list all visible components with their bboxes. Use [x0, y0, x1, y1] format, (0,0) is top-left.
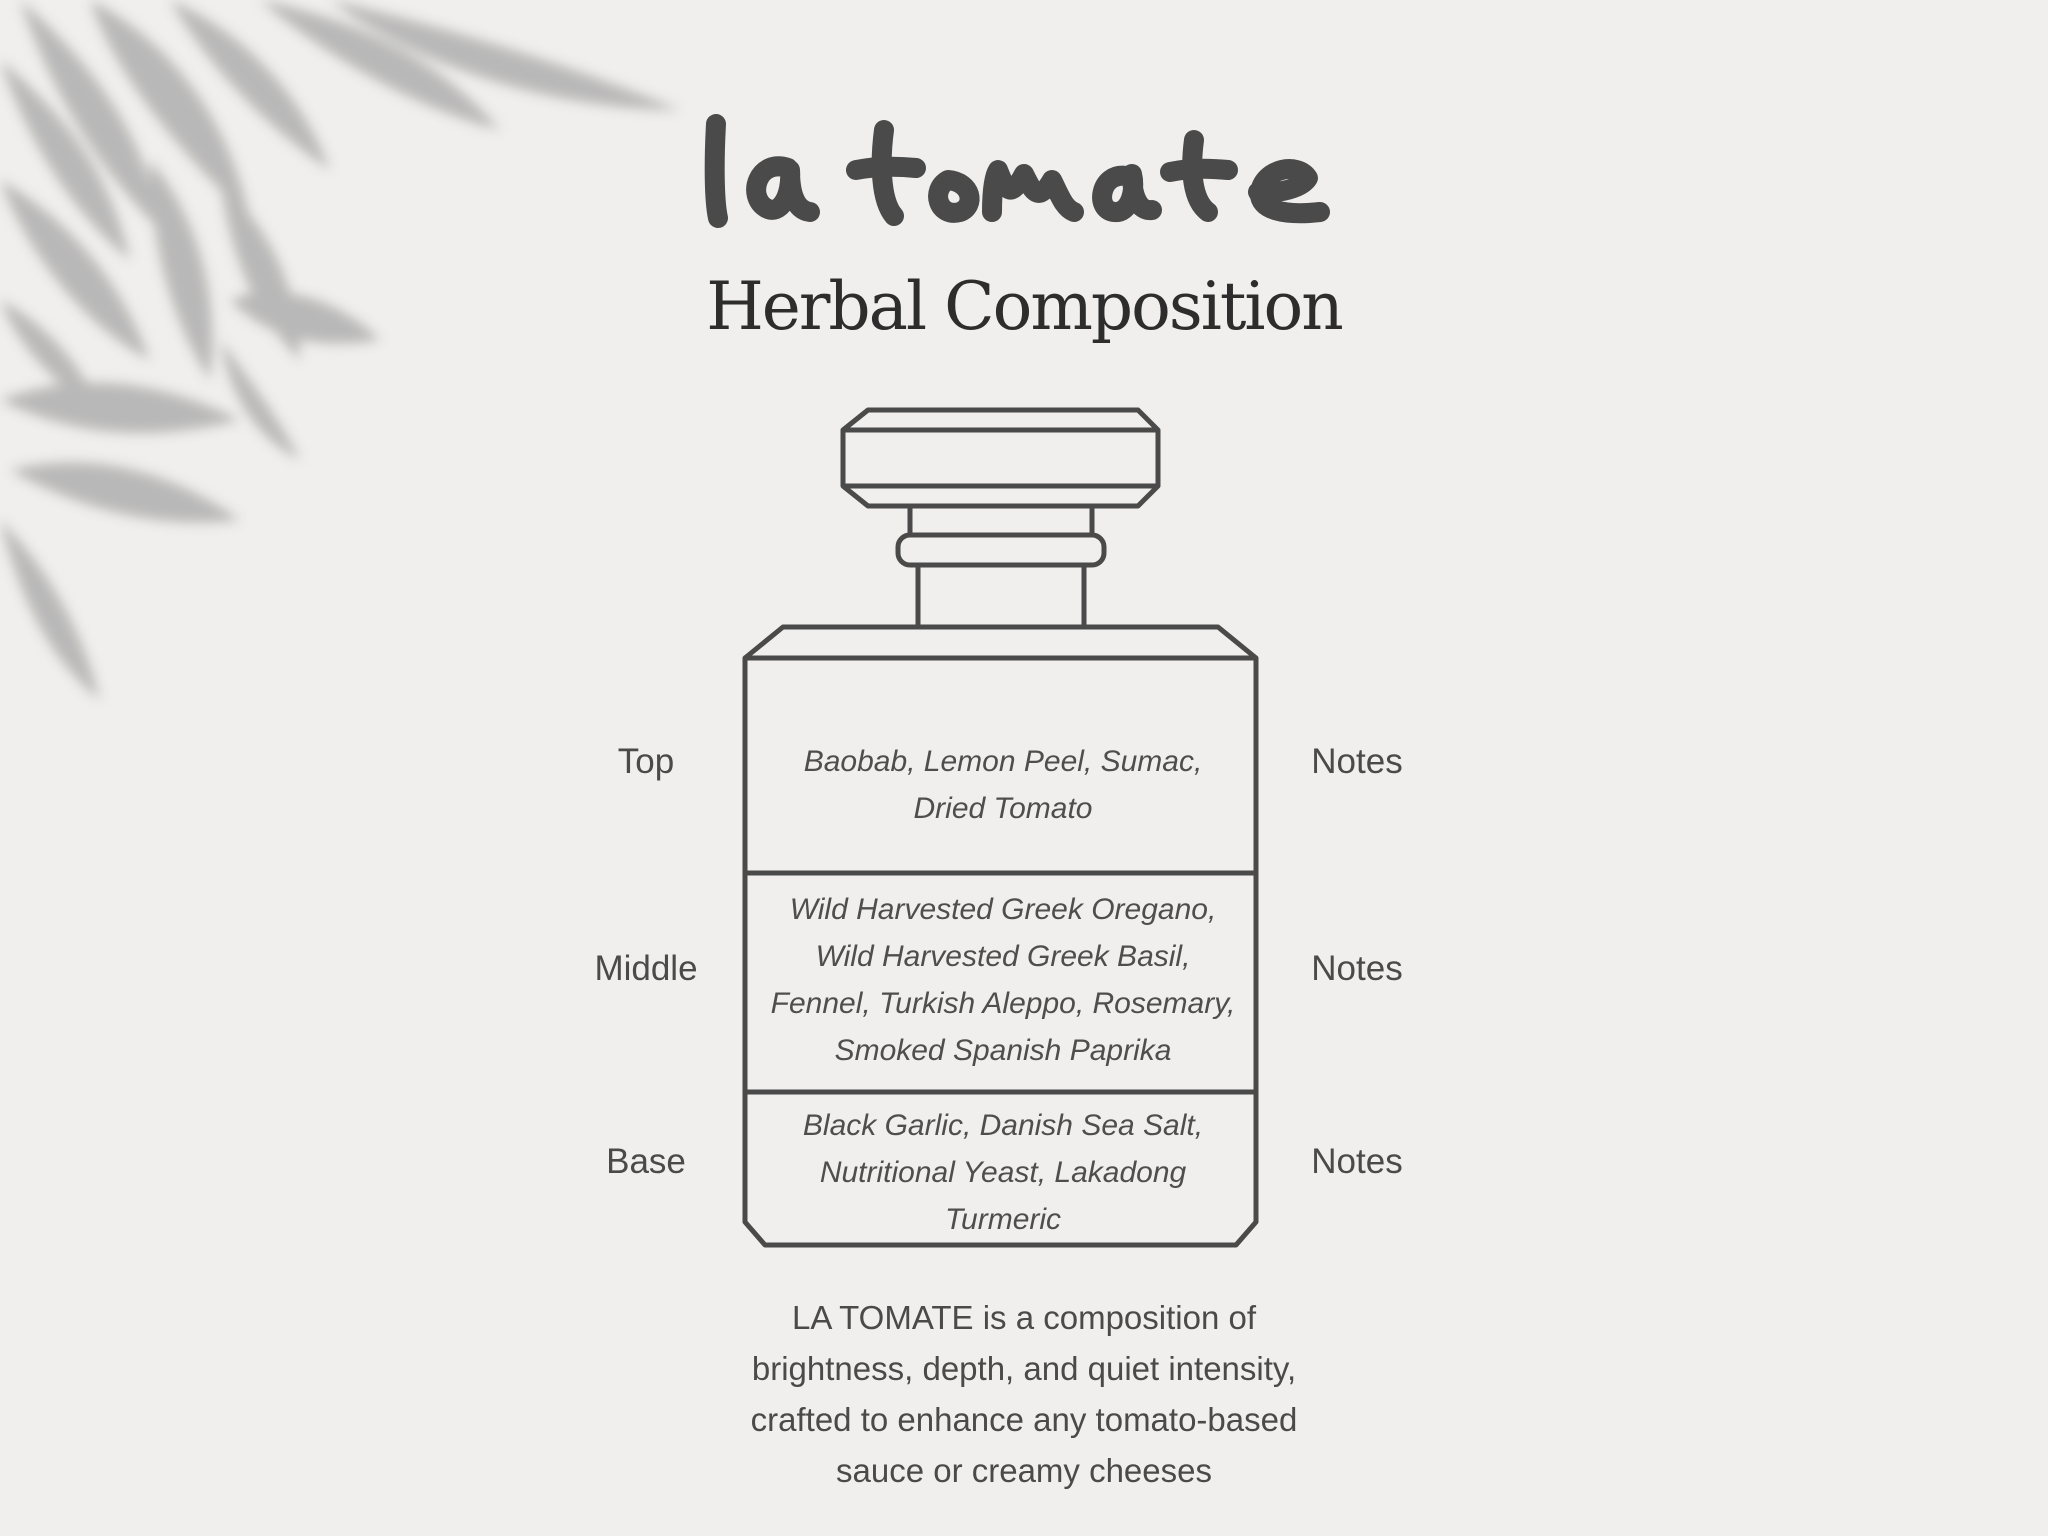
description-line: brightness, depth, and quiet intensity,	[751, 1350, 1297, 1387]
ingredient-line: Fennel, Turkish Aleppo, Rosemary,	[770, 987, 1236, 1020]
ingredient-line: Wild Harvested Greek Basil,	[815, 940, 1191, 973]
bottle-collar	[898, 535, 1104, 565]
page-subtitle: Herbal Composition	[706, 268, 1342, 345]
tier-ingredients-base	[748, 1102, 1258, 1243]
bottle-cap	[843, 410, 1158, 506]
description-line: sauce or creamy cheeses	[835, 1452, 1212, 1489]
ingredient-line: Wild Harvested Greek Oregano,	[789, 893, 1217, 926]
tier-notes-top: Notes	[1311, 742, 1403, 781]
tier-ingredients-middle	[748, 886, 1258, 1074]
description-line: crafted to enhance any tomato-based	[750, 1401, 1298, 1438]
product-description	[0, 1292, 2048, 1496]
ingredient-line: Baobab, Lemon Peel, Sumac,	[803, 745, 1203, 778]
ingredient-line: Turmeric	[944, 1203, 1062, 1236]
tier-label-base: Base	[606, 1142, 686, 1181]
ingredient-line: Smoked Spanish Paprika	[834, 1034, 1172, 1067]
ingredient-line: Black Garlic, Danish Sea Salt,	[802, 1109, 1204, 1142]
ingredient-line: Nutritional Yeast, Lakadong	[819, 1156, 1187, 1189]
tier-notes-base: Notes	[1311, 1142, 1403, 1181]
tier-notes-middle: Notes	[1311, 949, 1403, 988]
tier-label-middle: Middle	[594, 949, 698, 988]
ingredient-line: Dried Tomato	[913, 792, 1093, 825]
description-line: LA TOMATE is a composition of	[791, 1299, 1257, 1336]
tier-ingredients-top	[748, 738, 1258, 832]
bottle-shoulder	[745, 627, 1256, 658]
tier-label-top: Top	[617, 742, 675, 781]
